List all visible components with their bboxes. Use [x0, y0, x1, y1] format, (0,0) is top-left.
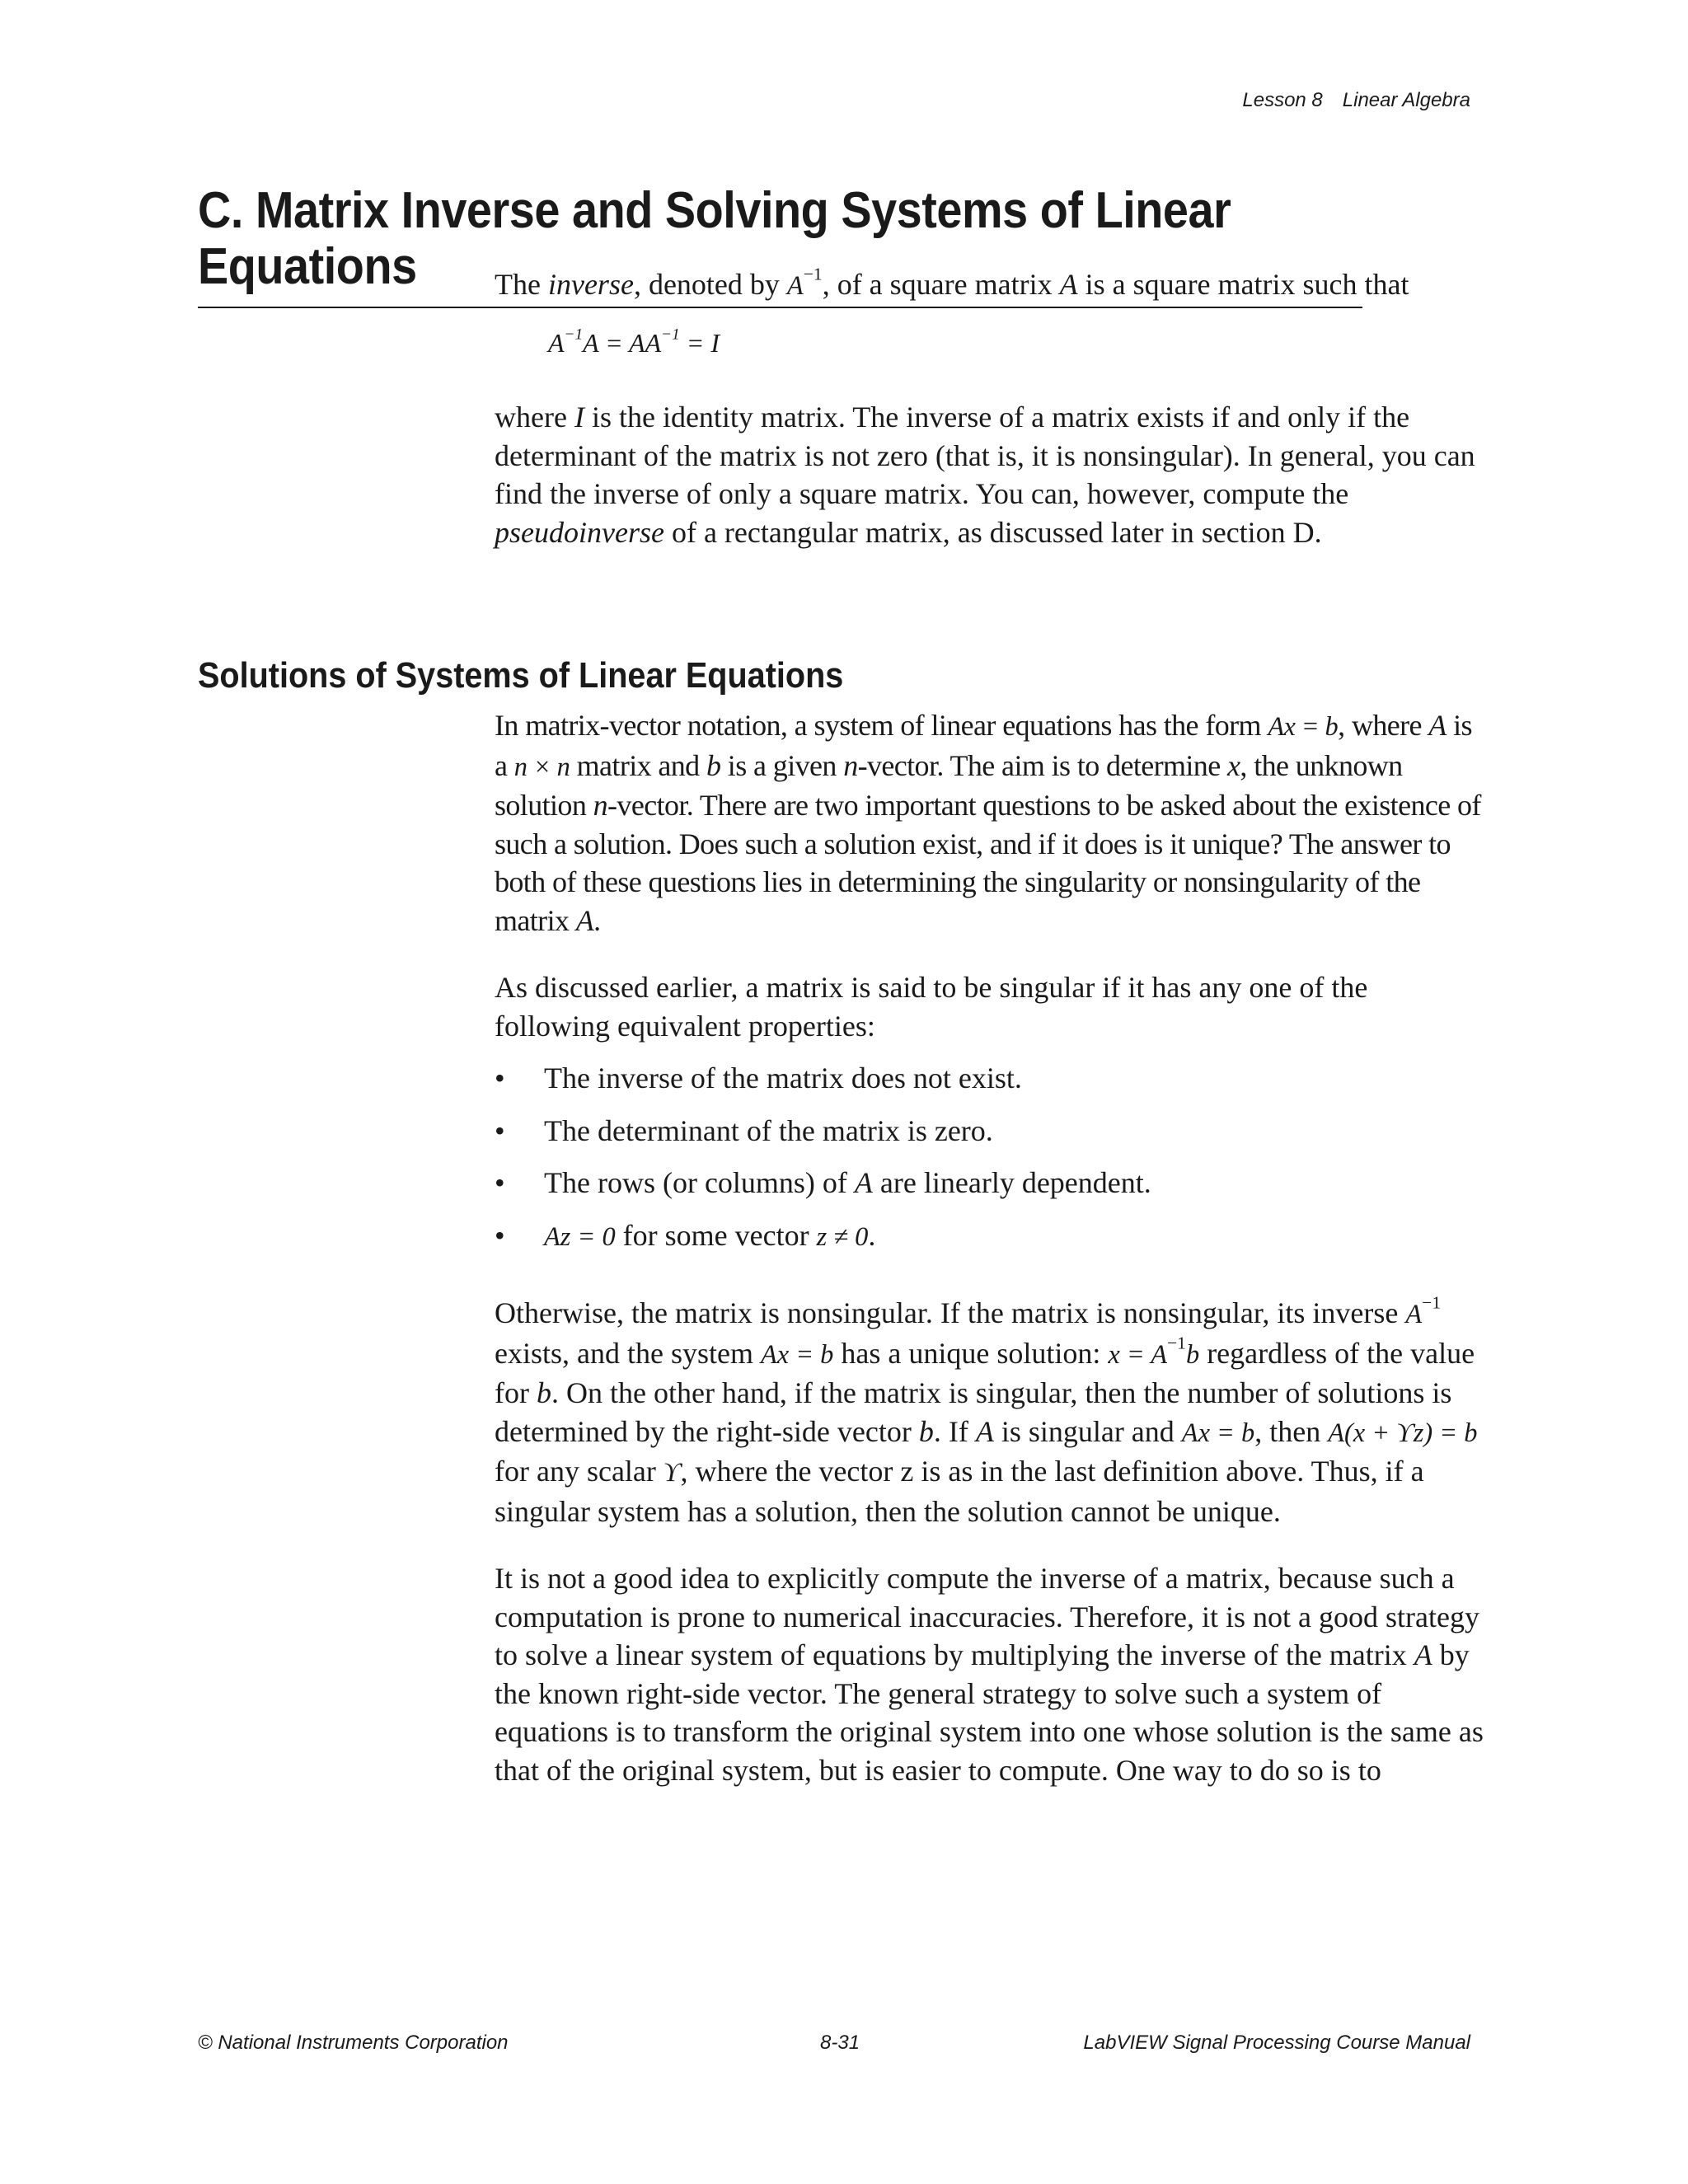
header-lesson: Lesson 8	[1242, 89, 1323, 111]
page-header	[1242, 89, 1470, 112]
list-item: • The rows (or columns) of A are linearly dependent.	[495, 1166, 1151, 1199]
singular-properties-list	[495, 1059, 1484, 1256]
strategy-paragraph: It is not a good idea to explicitly compute the inverse of a matrix, because such a computation is prone to numerical inaccuracies. Therefore, it is not a good strategy to solve a linear system of equations by multiplying the inverse of the matrix A by the known right-side vector. The general strategy to solve such a system of equations is to transform the original system into one whose solution is the same as that of the original system, but is easier to compute. One way to do so is to	[495, 1562, 1484, 1787]
intro-block	[495, 265, 1484, 551]
intro-paragraph: The inverse, denoted by $A^{-1}$, of a square matrix A is a square matrix such that	[495, 264, 1409, 301]
solutions-block	[495, 706, 1484, 1789]
identity-paragraph: where I is the identity matrix. The inverse of a matrix exists if and only if the determinant of the matrix is not zero (that is, it is nonsingular). In general, you can find the inverse of only a square matrix. You can, however, compute the pseudoinverse of a rectangular matrix, as discussed later in section D.	[495, 401, 1475, 549]
header-topic: Linear Algebra	[1342, 89, 1470, 111]
footer-page-number: 8-31	[820, 2032, 860, 2054]
notation-paragraph: In matrix-vector notation, a system of linear equations has the form Ax = b, where A is a n × n matrix and b is a given n-vector. The aim is to determine x, the unknown solution n-vector. There are two important questions to be asked about the existence of such a solution. Does such a solution exist, and if it does is it unique? The answer to both of these questions lies in determining the singularity or nonsingularity of the matrix A.	[495, 709, 1481, 937]
nonsingular-paragraph: Otherwise, the matrix is nonsingular. If the matrix is nonsingular, its inverse $A^{-1}$ exists, and the system Ax = b has a unique solution: $x = A^{-1}b$ regardless of the value for b. On the other hand, if the matrix is singular, then the number of solutions is determined by the right-side vector b. If A is singular and Ax = b, then A(x + ϒz) = b for any scalar ϒ, where the vector z is as in the last definition above. Thus, if a singular system has a solution, then the solution cannot be unique.	[495, 1292, 1478, 1528]
section-title: C. Matrix Inverse and Solving Systems of Linear Equations	[198, 183, 1362, 308]
footer-manual-title: LabVIEW Signal Processing Course Manual	[1083, 2032, 1470, 2054]
list-item: • The inverse of the matrix does not exist.	[495, 1062, 1022, 1094]
list-item: • Az = 0 for some vector z ≠ 0.	[495, 1218, 876, 1252]
subsection-title: Solutions of Systems of Linear Equations	[198, 655, 844, 696]
list-item: • The determinant of the matrix is zero.	[495, 1113, 993, 1147]
singular-intro-paragraph: As discussed earlier, a matrix is said to be singular if it has any one of the following equivalent properties:	[495, 971, 1368, 1043]
inverse-equation: $A^{-1}A = AA^{-1} = I$	[548, 326, 720, 358]
footer-copyright: © National Instruments Corporation	[198, 2032, 509, 2054]
